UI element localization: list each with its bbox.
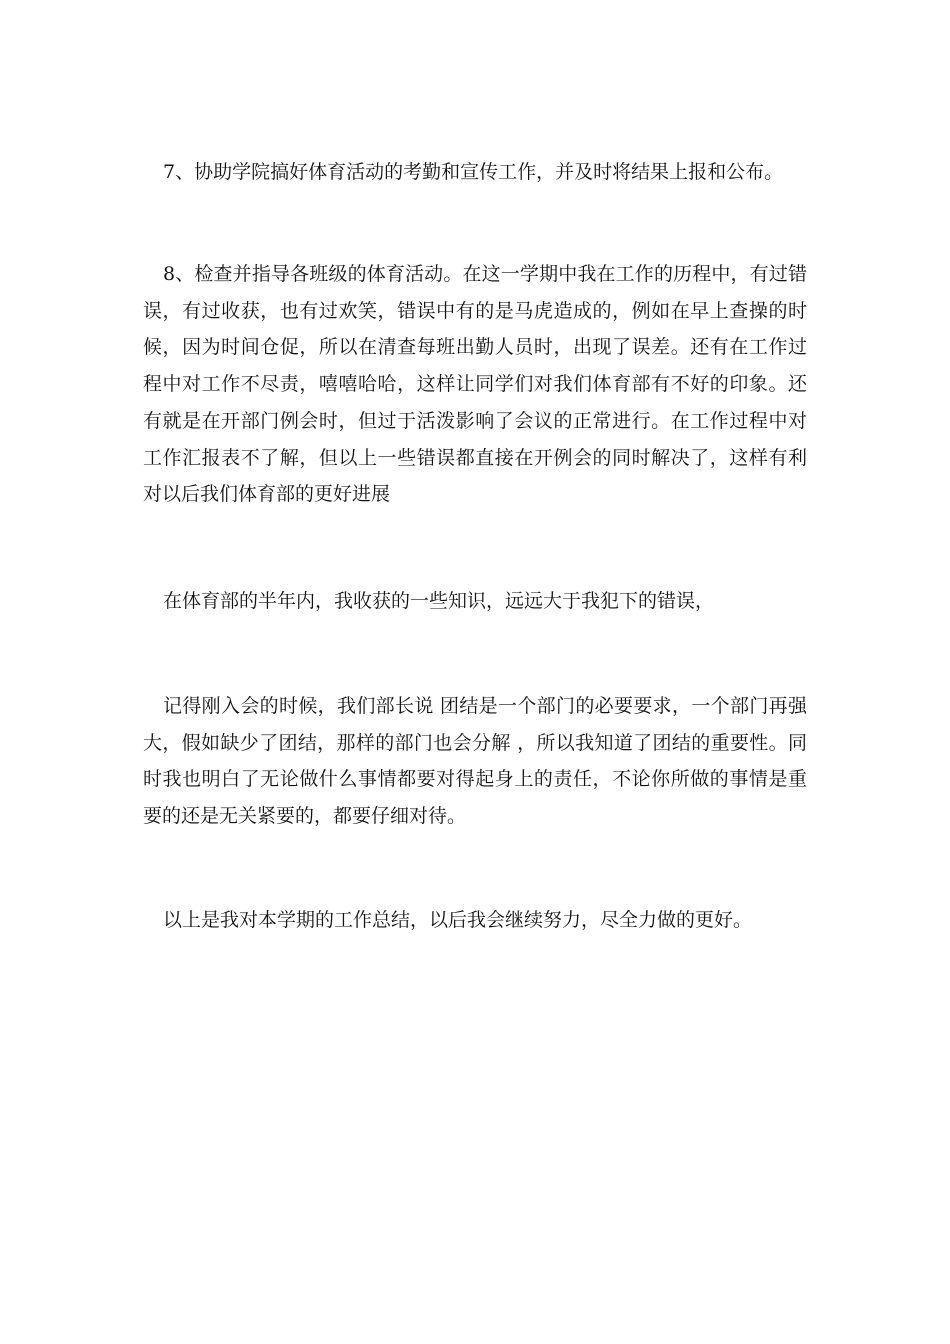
paragraph-item-7: 7、协助学院搞好体育活动的考勤和宣传工作，并及时将结果上报和公布。 [163,161,784,183]
paragraph-conclusion: 以上是我对本学期的工作总结，以后我会继续努力，尽全力做的更好。 [163,909,753,931]
paragraph-harvest: 在体育部的半年内，我收获的一些知识，远远大于我犯下的错误， [163,590,715,612]
paragraph-item-8: 8、检查并指导各班级的体育活动。在这一学期中我在工作的历程中，有过错误，有过收获，也有过欢笑，错误中有的是马虎造成的，例如在早上查操的时候，因为时间仓促，所以在清查每班出勤人员时，出现了误差。还有在工作过程中对工作不尽责，嘻嘻哈哈，这样让同学们对我们体育部有不好的印象。还有就是在开部门例会时，但过于活泼影响了会议的正常进行。在工作过程中对工作汇报表不了解，但以上一些错误都直接在开例会的同时解决了，这样有利对以后我们体育部的更好进展 [143,263,807,506]
paragraph-unity: 记得刚入会的时候，我们部长说 团结是一个部门的必要要求，一个部门再强大，假如缺少了团结，那样的部门也会分解 ，所以我知道了团结的重要性。同时我也明白了无论做什么事情都要对得起身上的责任，不论你所做的事情是重要的还是无关紧要的，都要仔细对待。 [143,695,807,828]
